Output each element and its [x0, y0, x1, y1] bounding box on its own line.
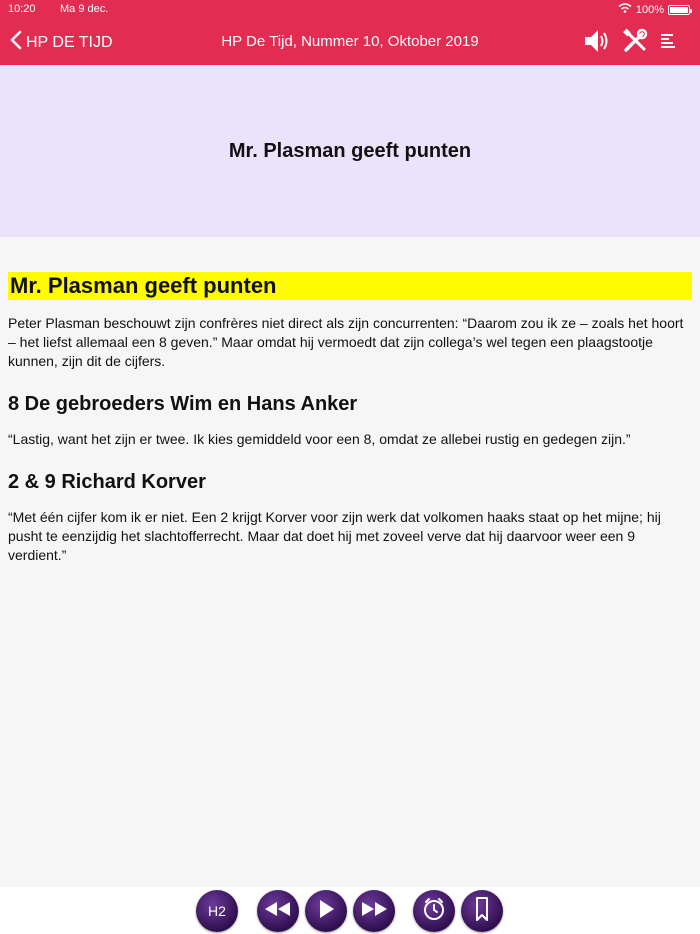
bookmark-icon	[474, 896, 490, 927]
section-heading: 8 De gebroeders Wim en Hans Anker	[8, 393, 358, 415]
battery-icon	[668, 5, 690, 15]
nav-actions	[582, 27, 678, 55]
rewind-button[interactable]	[257, 890, 299, 932]
status-date: Ma 9 dec.	[60, 3, 109, 15]
top-bar	[0, 0, 700, 65]
status-time: 10:20	[8, 3, 36, 15]
section-text: “Lastig, want het zijn er twee. Ik kies gemiddeld voor een 8, omdat ze allebei rustig en gedegen zijn.”	[8, 431, 631, 447]
speaker-icon[interactable]	[582, 27, 612, 55]
play-icon	[317, 899, 335, 924]
bookmark-button[interactable]	[461, 890, 503, 932]
article-intro: Peter Plasman beschouwt zijn confrères niet direct als zijn concurrenten: “Daarom zou ik ze – zoals het hoort – het liefst allemaal een 8 geven.” Maar omdat hij vermoedt dat zijn collega’s wel tegen een plaagstootje kunnen, zijn dit de cijfers.	[8, 315, 684, 369]
article-content	[8, 272, 692, 587]
wifi-icon	[618, 3, 632, 16]
hero-banner	[0, 65, 700, 237]
heading-level-button[interactable]	[196, 890, 238, 932]
back-label: HP DE TIJD	[26, 33, 113, 51]
section-text: “Met één cijfer kom ik er niet. Een 2 krijgt Korver voor zijn werk dat volkomen haaks staat op het mijne; hij pusht te eenzijdig het slachtofferrecht. Maar dat doet hij met zoveel verve dat hij daarvoor weer een 9 verdient.”	[8, 509, 661, 563]
timer-icon	[421, 896, 447, 927]
play-button[interactable]	[305, 890, 347, 932]
battery-percentage: 100%	[635, 3, 664, 16]
fast-forward-button[interactable]	[353, 890, 395, 932]
heading-level-label: H2	[208, 903, 226, 919]
hero-title: Mr. Plasman geeft punten	[228, 139, 472, 162]
text-align-icon[interactable]	[658, 30, 678, 52]
status-right	[618, 3, 690, 16]
timer-button[interactable]	[413, 890, 455, 932]
section-heading: 2 & 9 Richard Korver	[8, 471, 206, 493]
article-title: Mr. Plasman geeft punten	[8, 272, 692, 300]
rewind-icon	[264, 901, 292, 922]
page-title: HP De Tijd, Nummer 10, Oktober 2019	[221, 33, 479, 50]
fast-forward-icon	[360, 901, 388, 922]
tools-icon[interactable]	[622, 28, 648, 54]
bottom-toolbar	[0, 887, 700, 934]
